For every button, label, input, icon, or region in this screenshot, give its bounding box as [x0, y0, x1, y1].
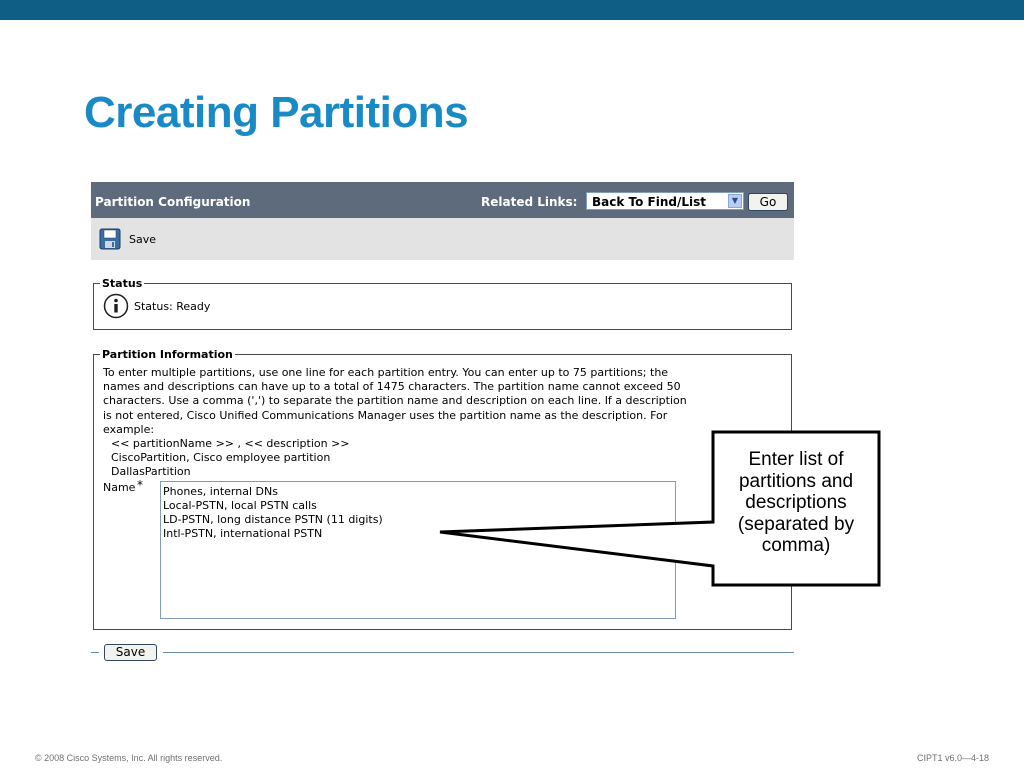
- callout-line: comma): [761, 535, 831, 556]
- status-legend: Status: [102, 277, 143, 290]
- instruction-line: example:: [103, 422, 155, 436]
- slide-number: CIPT1 v6.0—4-18: [916, 753, 989, 763]
- callout-line: partitions and: [738, 470, 854, 492]
- textarea-line: Local-PSTN, local PSTN calls: [163, 499, 317, 512]
- instruction-line: characters. Use a comma (',') to separate the partition name and description on each line. If a description: [103, 394, 687, 408]
- required-asterisk: *: [137, 478, 143, 492]
- chevron-down-icon[interactable]: ▼: [728, 194, 742, 208]
- callout-line: Enter list of: [748, 449, 844, 470]
- callout-text: [716, 449, 876, 557]
- go-button[interactable]: Go: [748, 193, 788, 211]
- slide-title: Creating Partitions: [84, 88, 469, 137]
- textarea-line: LD-PSTN, long distance PSTN (11 digits): [163, 513, 383, 526]
- status-text: Status: Ready: [134, 300, 211, 313]
- name-label: Name: [103, 481, 136, 494]
- example-line: << partitionName >> , << description >>: [111, 437, 350, 451]
- callout-line: (separated by: [737, 513, 855, 535]
- save-button[interactable]: Save: [104, 644, 157, 661]
- callout-line: descriptions: [745, 492, 847, 513]
- example-line: CiscoPartition, Cisco employee partition: [111, 451, 331, 465]
- related-links-label: Related Links:: [481, 195, 578, 209]
- example-line: DallasPartition: [111, 465, 191, 479]
- copyright-text: © 2008 Cisco Systems, Inc. All rights reserved.: [35, 753, 223, 763]
- instruction-line: names and descriptions can have up to a total of 1475 characters. The partition name cannot exceed 50: [103, 380, 681, 394]
- page-title: Partition Configuration: [95, 195, 251, 209]
- textarea-line: Phones, internal DNs: [163, 485, 278, 498]
- related-links-value: Back To Find/List: [592, 195, 706, 209]
- toolbar-save-label[interactable]: Save: [129, 233, 157, 246]
- instruction-line: is not entered, Cisco Unified Communications Manager uses the partition name as the description. For: [103, 408, 668, 422]
- partition-info-legend: Partition Information: [102, 348, 233, 361]
- instruction-line: To enter multiple partitions, use one line for each partition entry. You can enter up to 75 partitions; the: [103, 366, 669, 379]
- textarea-line: Intl-PSTN, international PSTN: [163, 527, 323, 540]
